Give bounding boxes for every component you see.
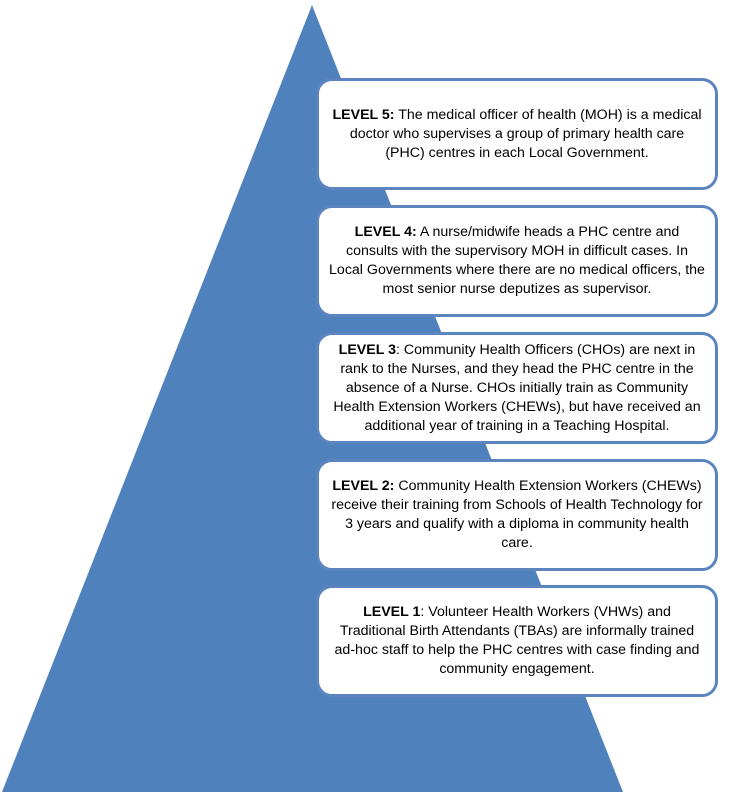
level-1-label: LEVEL 1 bbox=[363, 604, 421, 620]
level-2-box bbox=[316, 459, 718, 571]
level-2-text bbox=[329, 477, 705, 553]
level-1-box bbox=[316, 585, 718, 697]
level-4-box bbox=[316, 205, 718, 317]
level-4-description: A nurse/midwife heads a PHC centre and consults with the supervisory MOH in difficult cases. In Local Governments where there are no medical officers, the most senior nurse deputizes as supervisor. bbox=[329, 224, 705, 297]
level-2-description: Community Health Extension Workers (CHEWs) receive their training from Schools of Health Technology for 3 years and qualify with a diploma in community health care. bbox=[331, 478, 703, 551]
level-5-description: The medical officer of health (MOH) is a medical doctor who supervises a group of primary health care (PHC) centres in each Local Government. bbox=[349, 106, 702, 161]
level-3-label: LEVEL 3 bbox=[338, 341, 396, 358]
level-4-label: LEVEL 4: bbox=[354, 224, 417, 240]
level-1-text bbox=[329, 603, 705, 679]
level-1-description: : Volunteer Health Workers (VHWs) and Traditional Birth Attendants (TBAs) are informally trained ad-hoc staff to help the PHC centres with case finding and community engagement. bbox=[334, 604, 700, 677]
level-5-label: LEVEL 5: bbox=[332, 106, 395, 123]
level-3-text bbox=[329, 341, 705, 436]
level-5-box bbox=[316, 78, 718, 190]
level-5-text bbox=[329, 106, 705, 163]
level-2-label: LEVEL 2: bbox=[332, 478, 395, 494]
level-3-description: : Community Health Officers (CHOs) are next in rank to the Nurses, and they head the PHC centre in the absence of a Nurse. CHOs initially train as Community Health Extension Workers (CHEWs), but have received an additional year of training in a Teaching Hospital. bbox=[333, 341, 701, 434]
level-4-text bbox=[329, 223, 705, 299]
level-3-box bbox=[316, 332, 718, 444]
